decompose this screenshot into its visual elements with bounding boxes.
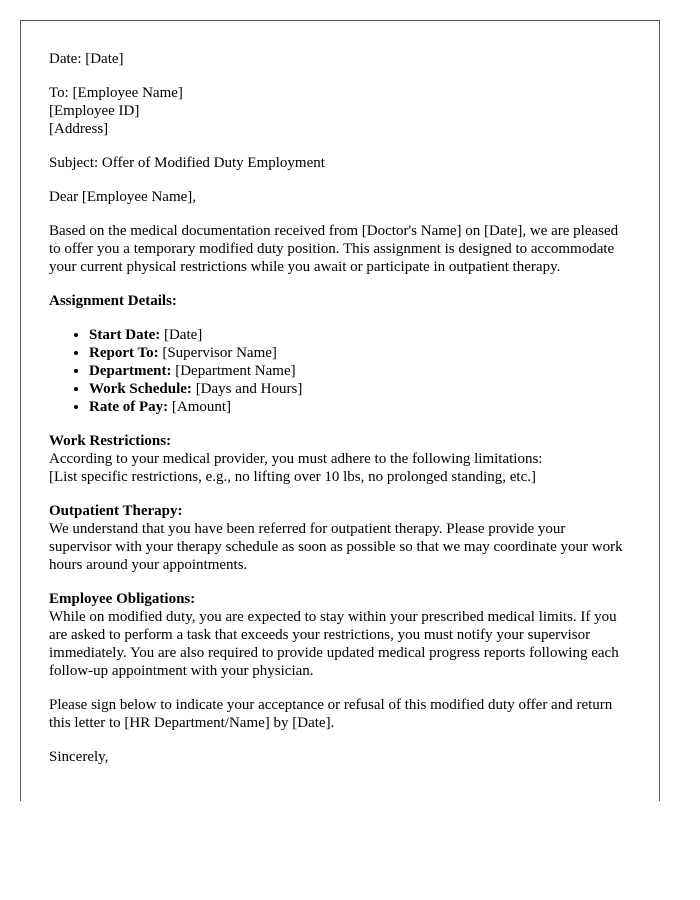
employee-obligations-heading: Employee Obligations: xyxy=(49,591,196,607)
date-line: Date: [Date] xyxy=(49,51,124,67)
letter-page xyxy=(20,20,660,801)
work-restrictions-intro: According to your medical provider, you must adhere to the following limitations: xyxy=(49,451,543,467)
list-item xyxy=(89,398,631,416)
closing-request: Please sign below to indicate your acceptance or refusal of this modified duty offer and return this letter to [HR Department/Name] by [Date]. xyxy=(49,697,613,731)
recipient-address: [Address] xyxy=(49,121,109,137)
rate-of-pay-value: [Amount] xyxy=(168,399,232,415)
outpatient-therapy-heading: Outpatient Therapy: xyxy=(49,503,183,519)
list-item xyxy=(89,344,631,362)
work-schedule-value: [Days and Hours] xyxy=(191,381,303,397)
department-value: [Department Name] xyxy=(171,363,296,379)
intro-paragraph: Based on the medical documentation received from [Doctor's Name] on [Date], we are pleased to offer you a temporary modified duty position. This assignment is designed to accommodate your current physical restrictions while you await or participate in outpatient therapy. xyxy=(49,223,619,275)
rate-of-pay-label: Rate of Pay: xyxy=(89,399,169,415)
subject-line: Subject: Offer of Modified Duty Employment xyxy=(49,155,325,171)
work-restrictions-section xyxy=(49,432,631,486)
department-label: Department: xyxy=(89,363,172,379)
salutation: Dear [Employee Name], xyxy=(49,189,197,205)
work-restrictions-heading: Work Restrictions: xyxy=(49,433,172,449)
employee-obligations-text: While on modified duty, you are expected to stay within your prescribed medical limits. If you are asked to perform a task that exceeds your restrictions, you must notify your supervisor immediately. You are also required to provide updated medical progress reports following each follow-up appointment with your physician. xyxy=(49,609,619,679)
recipient-to: To: [Employee Name] xyxy=(49,85,183,101)
employee-obligations-section xyxy=(49,590,631,680)
recipient-employee-id: [Employee ID] xyxy=(49,103,140,119)
report-to-value: [Supervisor Name] xyxy=(158,345,277,361)
report-to-label: Report To: xyxy=(89,345,159,361)
start-date-label: Start Date: xyxy=(89,327,161,343)
outpatient-therapy-section xyxy=(49,502,631,574)
list-item xyxy=(89,380,631,398)
assignment-heading: Assignment Details: xyxy=(49,293,177,309)
sign-off: Sincerely, xyxy=(49,749,109,765)
list-item xyxy=(89,326,631,344)
assignment-details-list xyxy=(49,326,631,416)
list-item xyxy=(89,362,631,380)
work-schedule-label: Work Schedule: xyxy=(89,381,192,397)
start-date-value: [Date] xyxy=(160,327,203,343)
work-restrictions-list: [List specific restrictions, e.g., no lifting over 10 lbs, no prolonged standing, etc.] xyxy=(49,469,536,485)
recipient-block xyxy=(49,84,631,138)
outpatient-therapy-text: We understand that you have been referred for outpatient therapy. Please provide your supervisor with your therapy schedule as soon as possible so that we may coordinate your work hours around your appointments. xyxy=(49,521,623,573)
